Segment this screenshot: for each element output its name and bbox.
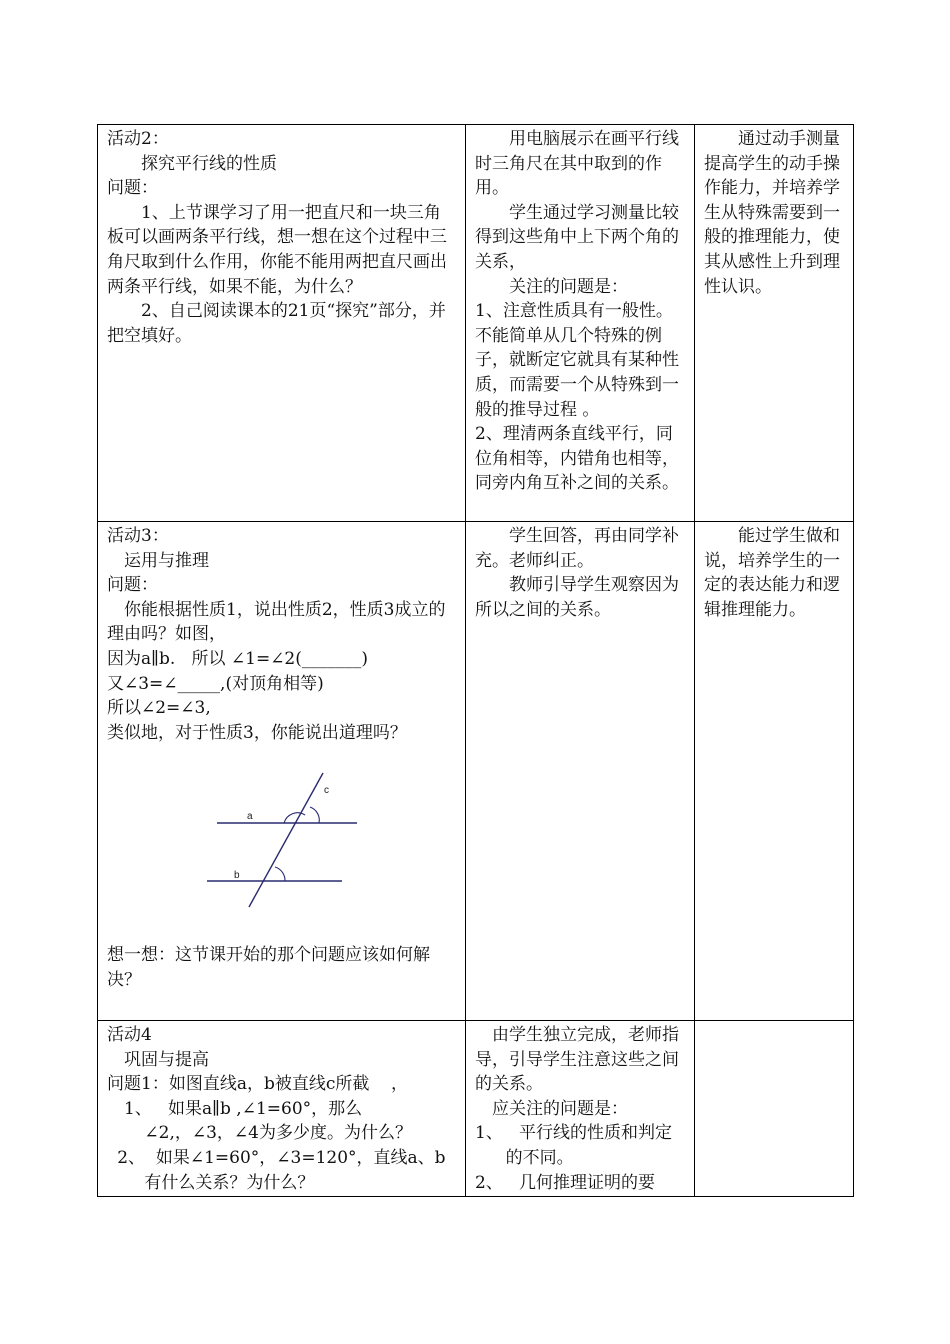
activity-2-title: 活动2：: [107, 129, 169, 149]
activity-2-subtitle: 探究平行线的性质: [141, 153, 277, 174]
label-b: b: [234, 870, 240, 882]
angle-arc-upper-right: [310, 807, 319, 823]
angle-arc-lower: [275, 867, 285, 881]
activity-3-subtitle: 运用与推理: [124, 550, 209, 571]
activity-3-intent-text: 能过学生做和说，培养学生的一定的表达能力和逻辑推理能力。: [704, 526, 840, 620]
activity-3-question: 你能根据性质1，说出性质2，性质3成立的理由吗？如图，: [107, 599, 446, 645]
activity-2-question-2: 2、自己阅读课本的21页“探究”部分，并把空填好。: [107, 301, 446, 346]
parallel-lines-figure: [107, 757, 447, 927]
activity-2-question-label: 问题：: [107, 178, 158, 199]
activity-4-question-1: 问题1：如图直线a，b被直线c所截 ，: [107, 1074, 408, 1095]
angle-arc-upper-left: [284, 813, 305, 823]
table-row-activity-2: [98, 125, 854, 522]
activity-3-title: 活动3：: [107, 526, 169, 546]
activity-2-question-1: 1、上节课学习了用一把直尺和一块三角板可以画两条平行线，想一想在这个过程中三角尺取到什么作用，你能不能用两把直尺画出两条平行线，如果不能，为什么？: [107, 202, 447, 297]
activity-4-title: 活动4: [107, 1025, 152, 1045]
activity-4-teacher-cell: [466, 1021, 695, 1197]
activity-3-proof-line-4: 类似地，对于性质3，你能说出道理吗？: [107, 722, 407, 743]
activity-4-focus-1: 1、 平行线的性质和判定的不同。: [475, 1123, 673, 1168]
label-a: a: [247, 811, 253, 823]
lesson-plan-table: [97, 124, 854, 1197]
activity-3-content-cell: [98, 522, 466, 1021]
activity-4-focus-2: 2、 几何推理证明的要: [475, 1172, 656, 1193]
activity-2-teacher-text-2: 学生通过学习测量比较得到这些角中上下两个角的关系，: [475, 202, 679, 272]
line-c: [249, 773, 323, 907]
activity-3-teacher-text-2: 教师引导学生观察因为所以之间的关系。: [475, 575, 679, 620]
activity-2-teacher-text-1: 用电脑展示在画平行线时三角尺在其中取到的作用。: [475, 129, 679, 199]
activity-3-teacher-text-1: 学生回答，再由同学补充。老师纠正。: [475, 526, 679, 571]
activity-3-proof-line-1: 因为a∥b. 所以 ∠1=∠2(_______): [107, 648, 369, 669]
activity-4-subquestion-2: 2、 如果∠1=60°，∠3=120°，直线a、b有什么关系？为什么？: [117, 1147, 446, 1193]
activity-2-focus-1: 1、注意性质具有一般性。不能简单从几个特殊的例子，就断定它就具有某种性质，而需要一个从特殊到一般的推导过程 。: [475, 301, 679, 420]
activity-4-subtitle: 巩固与提高: [124, 1049, 209, 1070]
activity-3-teacher-cell: [466, 522, 695, 1021]
activity-3-proof-line-3: 所以∠2=∠3,: [107, 698, 211, 719]
activity-3-question-label: 问题：: [107, 575, 158, 596]
label-c: c: [324, 785, 329, 797]
activity-4-teacher-text: 由学生独立完成，老师指导，引导学生注意这些之间的关系。: [475, 1025, 679, 1095]
activity-2-teacher-cell: [466, 125, 695, 522]
activity-2-focus-2: 2、理清两条直线平行，同位角相等，内错角也相等，同旁内角互补之间的关系。: [475, 424, 679, 494]
activity-2-content-cell: [98, 125, 466, 522]
activity-3-proof-line-2: 又∠3=∠_____,(对顶角相等): [107, 673, 324, 694]
activity-4-subquestion-1: 1、 如果a∥b ,∠1=60°，那么: [124, 1098, 363, 1119]
activity-2-focus-label: 关注的问题是：: [509, 276, 628, 297]
activity-4-intent-cell: [695, 1021, 854, 1197]
activity-4-content-cell: [98, 1021, 466, 1197]
activity-2-intent-cell: [695, 125, 854, 522]
activity-3-intent-cell: [695, 522, 854, 1021]
activity-3-think: 想一想：这节课开始的那个问题应该如何解决？: [107, 945, 430, 990]
table-row-activity-3: [98, 522, 854, 1021]
activity-4-subquestion-1-cont: ∠2,，∠3，∠4为多少度。为什么？: [144, 1123, 412, 1144]
activity-4-focus-label: 应关注的问题是：: [492, 1098, 628, 1119]
table-row-activity-4: [98, 1021, 854, 1197]
activity-2-intent-text: 通过动手测量提高学生的动手操作能力，并培养学生从特殊需要到一般的推理能力，使其从感性上升到理性认识。: [704, 129, 840, 297]
